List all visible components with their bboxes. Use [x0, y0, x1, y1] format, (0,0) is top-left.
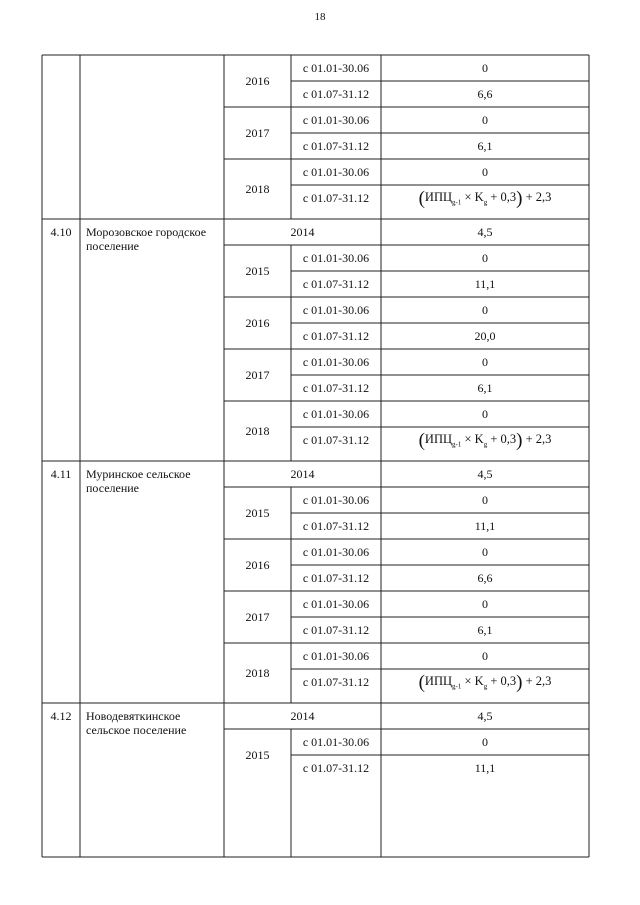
value-cell: 0: [482, 493, 488, 507]
period-cell: с 01.07-31.12: [302, 761, 370, 775]
year-cell: 2015: [245, 264, 270, 278]
year-cell: 2014: [290, 467, 315, 481]
page-number: 18: [314, 11, 326, 23]
year-cell: 2016: [245, 558, 270, 572]
tariff-formula: [381, 430, 589, 452]
tariff-formula: [381, 672, 589, 694]
period-cell: с 01.07-31.12: [302, 139, 370, 153]
formula-close-paren: ): [516, 188, 523, 209]
formula-k-subscript: g: [483, 198, 488, 207]
formula-open-paren: (: [418, 430, 425, 451]
item-number: 4.10: [50, 225, 72, 239]
period-cell: с 01.01-30.06: [302, 355, 370, 369]
year-cell: 2014: [290, 709, 315, 723]
period-cell: с 01.07-31.12: [302, 381, 370, 395]
year-cell: 2018: [245, 666, 270, 680]
year-cell: 2017: [245, 126, 270, 140]
value-cell: 6,6: [477, 87, 493, 101]
value-cell: 0: [482, 251, 488, 265]
value-cell: 4,5: [477, 709, 493, 723]
value-cell: 6,1: [477, 623, 493, 637]
formula-ipc-subscript: g-1: [452, 440, 462, 449]
year-cell: 2016: [245, 316, 270, 330]
value-cell: 4,5: [477, 467, 493, 481]
settlement-name: Морозовское городское поселение: [86, 225, 207, 253]
period-cell: с 01.07-31.12: [302, 329, 370, 343]
formula-close-paren: ): [516, 430, 523, 451]
period-cell: с 01.01-30.06: [302, 407, 370, 421]
formula-times-k: × K: [461, 432, 484, 446]
year-cell: 2018: [245, 424, 270, 438]
period-cell: с 01.07-31.12: [302, 675, 370, 689]
value-cell: 0: [482, 545, 488, 559]
formula-plus: + 0,3: [487, 190, 517, 204]
period-cell: с 01.07-31.12: [302, 433, 370, 447]
value-cell: 0: [482, 597, 488, 611]
value-cell: 0: [482, 165, 488, 179]
year-cell: 2015: [245, 506, 270, 520]
year-cell: 2017: [245, 610, 270, 624]
year-cell: 2016: [245, 74, 270, 88]
value-cell: 6,6: [477, 571, 493, 585]
value-cell: 11,1: [474, 761, 496, 775]
formula-open-paren: (: [418, 188, 425, 209]
value-cell: 11,1: [474, 277, 496, 291]
value-cell: 20,0: [474, 329, 496, 343]
formula-plus: + 0,3: [487, 432, 517, 446]
settlement-name: Муринское сельское поселение: [86, 467, 191, 495]
formula-ipc: ИПЦ: [424, 190, 453, 204]
formula-times-k: × K: [461, 674, 484, 688]
period-cell: с 01.01-30.06: [302, 165, 370, 179]
period-cell: с 01.07-31.12: [302, 571, 370, 585]
formula-tail: + 2,3: [522, 190, 552, 204]
period-cell: с 01.07-31.12: [302, 191, 370, 205]
formula-ipc-subscript: g-1: [452, 682, 462, 691]
period-cell: с 01.01-30.06: [302, 597, 370, 611]
period-cell: с 01.07-31.12: [302, 87, 370, 101]
value-cell: 11,1: [474, 519, 496, 533]
value-cell: 0: [482, 735, 488, 749]
item-number: 4.12: [50, 709, 72, 723]
formula-close-paren: ): [516, 672, 523, 693]
formula-open-paren: (: [418, 672, 425, 693]
formula-k-subscript: g: [483, 682, 488, 691]
year-cell: 2017: [245, 368, 270, 382]
period-cell: с 01.07-31.12: [302, 519, 370, 533]
period-cell: с 01.01-30.06: [302, 735, 370, 749]
formula-plus: + 0,3: [487, 674, 517, 688]
value-cell: 4,5: [477, 225, 493, 239]
formula-tail: + 2,3: [522, 674, 552, 688]
period-cell: с 01.01-30.06: [302, 113, 370, 127]
formula-times-k: × K: [461, 190, 484, 204]
formula-tail: + 2,3: [522, 432, 552, 446]
period-cell: с 01.01-30.06: [302, 545, 370, 559]
tariff-formula: [381, 188, 589, 210]
year-cell: 2018: [245, 182, 270, 196]
value-cell: 0: [482, 407, 488, 421]
period-cell: с 01.01-30.06: [302, 251, 370, 265]
value-cell: 0: [482, 303, 488, 317]
period-cell: с 01.07-31.12: [302, 277, 370, 291]
formula-ipc-subscript: g-1: [452, 198, 462, 207]
settlement-name: Новодевяткинское сельское поселение: [86, 709, 187, 737]
formula-ipc: ИПЦ: [424, 674, 453, 688]
year-cell: 2015: [245, 748, 270, 762]
formula-k-subscript: g: [483, 440, 488, 449]
period-cell: с 01.01-30.06: [302, 493, 370, 507]
value-cell: 0: [482, 113, 488, 127]
value-cell: 6,1: [477, 381, 493, 395]
period-cell: с 01.07-31.12: [302, 623, 370, 637]
period-cell: с 01.01-30.06: [302, 61, 370, 75]
formula-ipc: ИПЦ: [424, 432, 453, 446]
value-cell: 0: [482, 61, 488, 75]
value-cell: 0: [482, 355, 488, 369]
period-cell: с 01.01-30.06: [302, 303, 370, 317]
period-cell: с 01.01-30.06: [302, 649, 370, 663]
year-cell: 2014: [290, 225, 315, 239]
item-number: 4.11: [50, 467, 72, 481]
value-cell: 0: [482, 649, 488, 663]
value-cell: 6,1: [477, 139, 493, 153]
